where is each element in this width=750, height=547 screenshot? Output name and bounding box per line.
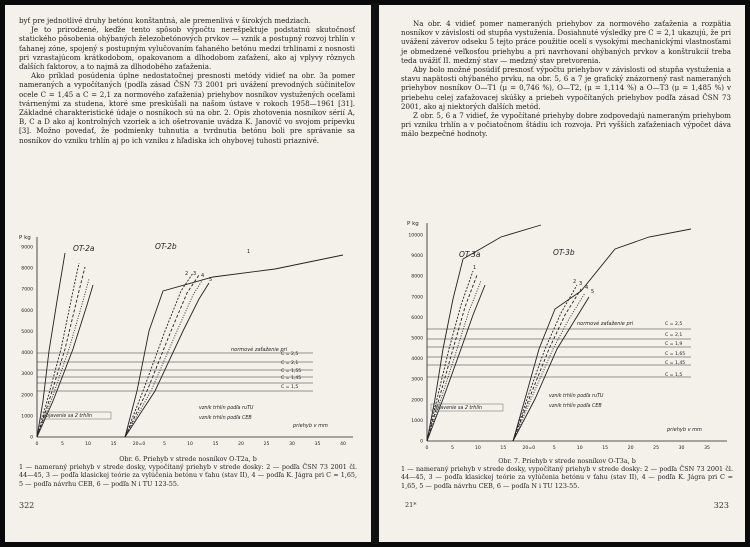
paragraph: Aby bolo možné posúdiť presnosť výpočtu priehybov v závislosti od stupňa vystuženia a stavu napätosti ohýbaného prvku, na obr. 5, 6 a 7 je grafický znázornený rast nameraných priehybov nosníkov O—T1 (μ = 0,746 %), O—T2, (μ = 1,114 %) a O—T3 (μ = 1,485 %) v priebehu celej zaťažovacej skúšky a priebeh vypočítaných priehybov podľa zásad ČSN 73 2001, ako aj niektorých ďalších metód.	[401, 65, 731, 111]
paragraph: Ako príklad posúdenia úplne nedostatočnej presnosti metódy vidieť na obr. 3a pomer nameraných a vypočítaných (podľa zásad ČSN 73 2001 pri uvážení prevodných súčiniteľov ocele C = 1,45 a C = 2,1 za normového zaťaženia) priehybov nosníkov vystužených oceľami tvárnenými za studena, ktoré sme preskúšali na našom ústave v rokoch 1958—1961 [31]. Základné charakteristické údaje o nosníkoch sú na obr. 2. Opis zhotovenia nosníkov sérií A, B, C a D ako aj kontrolných vzoriek a ich ošetrovanie uvádza K. Janovič vo svojom prípevku [3]. Možno povedať, že podmienky tuhnutia a tvrdnutia betónu boli pre správanie sa nosníkov do vzniku trhlín aj po ich vzniku z hľadiska ich ohybovej tuhosti priaznivé.	[19, 71, 355, 145]
c-label: C = 1,45	[281, 376, 302, 381]
annotation: vznik trhlín podľa ruTU	[549, 394, 604, 399]
x-tick-label: 5	[450, 446, 454, 451]
caption-title: Obr. 7. Priehyb v strede nosníkov O-T3a, b	[498, 457, 636, 465]
c-label: C = 1,5	[665, 373, 683, 378]
x-tick-label: 40	[340, 442, 346, 447]
figure-6-caption	[19, 455, 357, 488]
x-tick-label: 20=0	[132, 442, 146, 447]
paragraph: byť pre jednotlivé druhy betónu konštantná, ale premenlivá v širokých medziach.	[19, 16, 311, 25]
y-tick-label: 1000	[21, 414, 33, 420]
y-tick-label: 1000	[411, 418, 423, 424]
x-tick-label: 30	[289, 442, 295, 447]
curve-number: 2	[185, 271, 189, 277]
y-tick-label: 3000	[411, 377, 423, 383]
annotation: vznik trhlín podľa CEB	[199, 416, 252, 421]
y-tick-label: 2000	[21, 393, 33, 399]
figure-7-chart	[401, 219, 731, 455]
c-label: C = 1,45	[665, 361, 686, 366]
annotation: vznik trhlín podľa CEB	[549, 404, 602, 409]
curve-number: 2	[573, 279, 577, 285]
y-tick-labels	[21, 245, 33, 441]
x-axis-label: priehyb v mm	[293, 423, 328, 429]
figure-7-caption	[401, 457, 733, 490]
x-tick-label: 20	[238, 442, 244, 447]
y-axis-label: P kg	[19, 235, 31, 241]
x-tick-label: 10	[474, 446, 481, 451]
curve-label-ot3a: OT-3a	[459, 250, 481, 259]
x-tick-label: 15	[212, 442, 219, 447]
curve-number: 1	[473, 265, 477, 271]
curve-number: 4	[585, 285, 589, 291]
y-tick-label: 4000	[21, 351, 33, 357]
curve-label-ot3b: OT-3b	[553, 248, 575, 257]
c-label: C = 1,55	[281, 369, 302, 374]
c-label: C = 2,5	[665, 322, 683, 327]
y-tick-label: 0	[30, 435, 33, 441]
curve-label-ot2b: OT-2b	[155, 242, 177, 251]
page-number: 323	[713, 501, 729, 510]
normative-lines	[427, 329, 691, 377]
y-tick-label: 0	[420, 439, 423, 445]
paragraph: Je to prirodzené, keďže tento spôsob výpočtu nerešpektuje podstatnú skutočnosť statického pôsobenia ohýbaných železobetónových prvkov — vznik a postupný rozvoj trhlín v ťahanej zóne, spojený s postupným vylučovaním ťahaného betónu medzi trhlinami z nosnosti pri vzrastajúcom krátkodobom, opakovanom a dlhodobom zaťažení, ako aj vplyvy rôznych ďalších faktorov, a to najmä za dlhodobého zaťaženia.	[19, 25, 355, 72]
x-tick-label: 25	[263, 442, 270, 447]
y-tick-label: 6000	[21, 308, 33, 314]
caption-body: 1 — nameraný priehyb v strede dosky, vypočítaný priehyb v strede dosky: 2 — podľa ČSN 73 2001 čl. 44—45, 3 — podľa klasickej teórie za vylúčenia betónu v ťahu (stav II), 4 — podľa K. Jágra pri C = 1,65, 5 — podľa návrhu CEB, 6 — podľa N i TU 123-55.	[19, 463, 357, 488]
x-tick-label: 25	[653, 446, 660, 451]
curve-label-ot2a: OT-2a	[73, 244, 95, 253]
x-tick-label: 0	[35, 442, 39, 447]
y-tick-labels	[408, 233, 423, 445]
x-tick-label: 20	[627, 446, 634, 451]
c-label: C = 1,9	[665, 342, 683, 347]
normative-load-label: normové zaťaženie pri	[231, 347, 288, 353]
x-tick-label: 30	[678, 446, 685, 451]
curve-number: 5	[591, 289, 595, 295]
x-tick-label: 35	[314, 442, 321, 447]
c-label: C = 1,5	[281, 385, 299, 390]
y-tick-label: 5000	[411, 336, 423, 342]
annotation: vznik trhlín podľa ruTU	[199, 406, 254, 411]
y-tick-label: 7000	[21, 287, 33, 293]
y-tick-label: 3000	[21, 372, 33, 378]
normative-lines	[37, 353, 313, 391]
figure-6-svg	[13, 231, 357, 453]
normative-load-label: normové zaťaženie pri	[577, 321, 634, 327]
c-label: C = 2,1	[665, 333, 683, 338]
x-axis-label: priehyb v mm	[667, 427, 702, 433]
right-page-text	[401, 19, 731, 139]
x-tick-label: 15	[110, 442, 117, 447]
y-tick-label: 5000	[21, 329, 33, 335]
right-page	[379, 5, 745, 542]
x-tick-label: 10	[85, 442, 91, 447]
annotation: objavenie sa 2 trhlín	[43, 414, 93, 419]
curve-number: 3	[579, 281, 583, 287]
x-tick-label: 15	[602, 446, 609, 451]
c-label: C = 2,5	[281, 352, 299, 357]
annotation: objavenie sa 2 trhlín	[433, 406, 483, 411]
curve-number: 4	[201, 273, 205, 279]
x-tick-label: 0	[425, 446, 429, 451]
caption-body: 1 — nameraný priehyb v strede dosky, vypočítaný priehyb v strede dosky: 2 — podľa ČSN 73 2001 čl. 44—45, 3 — podľa klasickej teórie za vylúčenia betónu v ťahu (stav II), 4 — podľa K. Jágra pri C = 1,65, 5 — podľa návrhu CEB, 6 — podľa N i TU 123-55.	[401, 465, 733, 490]
y-tick-label: 6000	[411, 315, 423, 321]
x-tick-label: 5	[552, 446, 556, 451]
y-axis-label: P kg	[407, 221, 419, 227]
book-gutter	[371, 3, 379, 544]
paragraph: Na obr. 4 vidieť pomer nameraných priehybov za normového zaťaženia a rozpätia nosníkov v závislosti od stupňa vystuženia. Dosiahnuté výsledky pre C = 2,1 ukazujú, že pri uvážení záverov odseku 5 tejto práce použitie ocelí s vysokými mechanickými vlastnosťami je obmedzené veľkosťou priehybu a pri navrhovaní ohýbaných prvkov a konštrukcií treba teda uvážiť II. medzný stav — medzný stav pretvorenia.	[401, 19, 731, 65]
caption-title: Obr. 6. Priehyb v strede nosníkov O-T2a, b	[119, 455, 257, 463]
curves-ot2a	[37, 253, 93, 437]
x-tick-label: 5	[163, 442, 166, 447]
c-label: C = 1,65	[665, 352, 686, 357]
x-tick-label: 20=0	[522, 446, 536, 451]
y-tick-label: 8000	[411, 274, 423, 280]
signature-mark: 21*	[405, 501, 417, 509]
x-tick-labels	[426, 445, 710, 451]
left-page	[5, 5, 371, 542]
curve-number: 1	[247, 249, 251, 255]
page-number: 322	[19, 501, 35, 510]
y-tick-label: 8000	[21, 266, 33, 272]
x-tick-label: 10	[576, 446, 583, 451]
x-tick-label: 10	[187, 442, 193, 447]
c-label: C = 2,1	[281, 361, 299, 366]
x-tick-label: 5	[61, 442, 64, 447]
book-spread	[3, 3, 747, 544]
x-tick-label: 15	[500, 446, 507, 451]
figure-6-chart	[13, 231, 357, 453]
paragraph: Z obr. 5, 6 a 7 vidieť, že vypočítané priehyby dobre zodpovedajú nameraným priehybom pri vzniku trhlín a v počiatočnom štádiu ich rozvoja. Pri vyšších zaťaženiach výpočet dáva málo bezpečné hodnoty.	[401, 111, 731, 139]
left-page-text	[19, 16, 355, 145]
x-tick-label: 35	[704, 446, 710, 451]
curve-number: 5	[209, 277, 213, 283]
y-tick-label: 9000	[411, 254, 423, 260]
curve-number: 3	[193, 271, 197, 277]
y-tick-label: 2000	[411, 398, 423, 404]
figure-7-svg	[401, 219, 731, 455]
y-tick-label: 10000	[408, 233, 423, 239]
y-tick-label: 7000	[411, 295, 423, 301]
y-tick-label: 4000	[411, 357, 423, 363]
x-tick-labels	[36, 441, 346, 447]
y-tick-label: 9000	[21, 245, 33, 251]
